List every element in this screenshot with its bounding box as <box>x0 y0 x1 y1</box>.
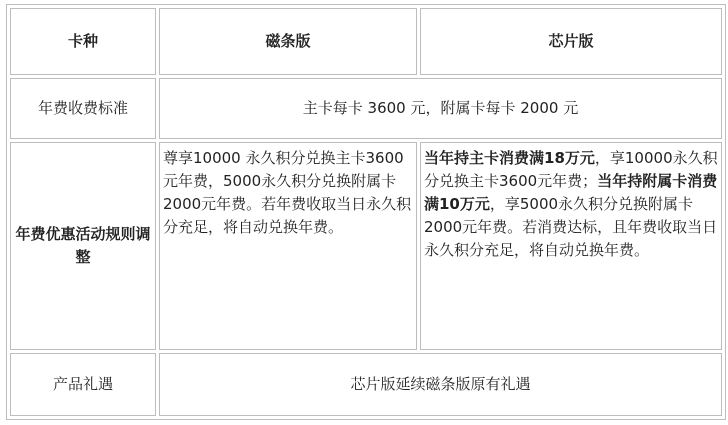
card-fee-table <box>6 4 726 420</box>
promo-chip-main-condition: 当年持主卡消费满18万元 <box>424 148 595 167</box>
fee-table-container <box>6 4 722 420</box>
annual-fee-row <box>10 78 722 139</box>
header-card-type: 卡种 <box>10 8 156 75</box>
promo-chip <box>420 142 722 350</box>
gift-label: 产品礼遇 <box>10 353 156 416</box>
promo-chip-main-text: ，享10000永久积分兑换主卡3600元年费； <box>424 148 718 190</box>
gift-value: 芯片版延续磁条版原有礼遇 <box>159 353 722 416</box>
header-chip: 芯片版 <box>420 8 722 75</box>
promo-row <box>10 142 722 350</box>
promo-magnetic <box>159 142 417 350</box>
promo-magnetic-text: 尊享10000 永久积分兑换主卡3600元年费，5000永久积分兑换附属卡2000元年费。若年费收取当日永久积分充足，将自动兑换年费。 <box>163 148 412 236</box>
promo-chip-sub-text: ，享5000永久积分兑换附属卡2000元年费。若消费达标，且年费收取当日永久积分充足，将自动兑换年费。 <box>424 194 718 259</box>
annual-fee-value: 主卡每卡 3600 元，附属卡每卡 2000 元 <box>159 78 722 139</box>
annual-fee-label: 年费收费标准 <box>10 78 156 139</box>
promo-label: 年费优惠活动规则调整 <box>10 142 156 350</box>
header-row <box>10 8 722 75</box>
header-magnetic: 磁条版 <box>159 8 417 75</box>
promo-chip-sub-condition: 当年持附属卡消费满10万元 <box>424 171 718 213</box>
gift-row <box>10 353 722 416</box>
